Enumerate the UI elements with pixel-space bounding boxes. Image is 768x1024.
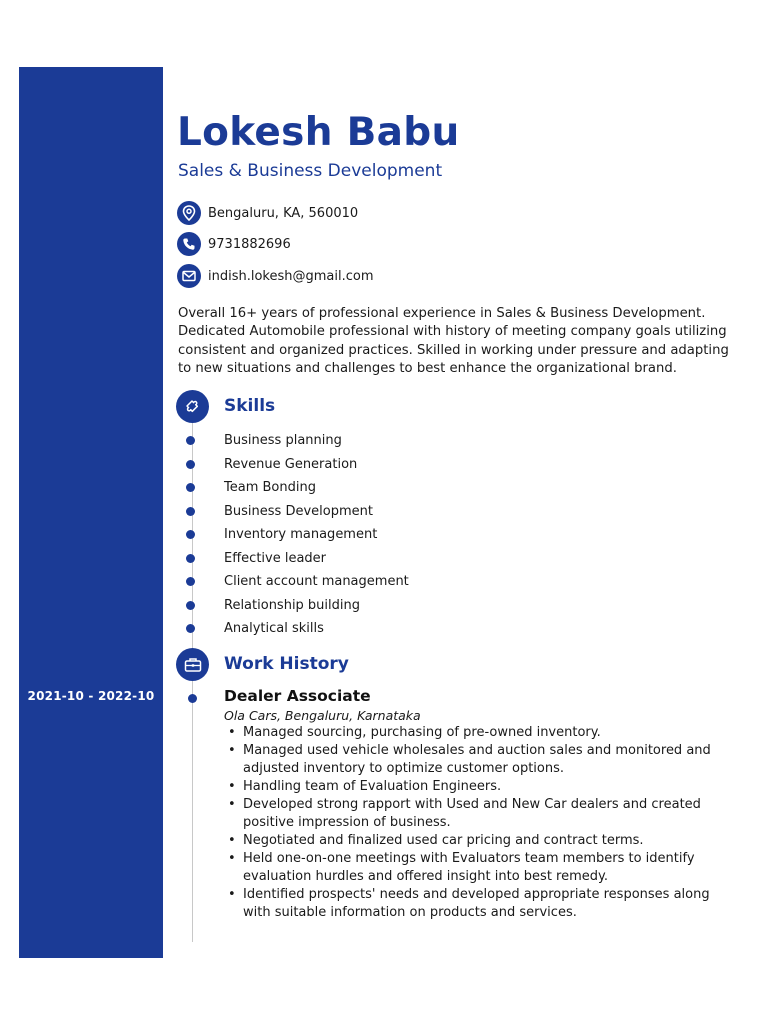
skill-item [186, 523, 409, 547]
email-text[interactable]: indish.lokesh@gmail.com [208, 268, 374, 284]
skills-heading: Skills [224, 396, 276, 416]
timeline-dot [186, 436, 195, 445]
timeline-dot [186, 483, 195, 492]
skill-label: Client account management [224, 574, 409, 590]
timeline-dot [186, 554, 195, 563]
phone-text[interactable]: 9731882696 [208, 236, 291, 252]
skill-item [186, 453, 409, 477]
timeline-dot [186, 530, 195, 539]
phone-icon [177, 232, 201, 256]
timeline-dot [186, 577, 195, 586]
skill-label: Business planning [224, 433, 342, 449]
skill-item [186, 429, 409, 453]
duty-item: • Managed sourcing, purchasing of pre-owned inventory. [228, 724, 728, 742]
skill-label: Relationship building [224, 597, 361, 613]
skill-item [186, 617, 409, 641]
briefcase-icon [176, 648, 209, 681]
job-date-range: 2021-10 - 2022-10 [27, 689, 155, 703]
timeline-dot [186, 624, 195, 633]
skill-item [186, 570, 409, 594]
job-title: Dealer Associate [224, 687, 371, 705]
candidate-headline: Sales & Business Development [178, 161, 443, 181]
sidebar [19, 67, 163, 958]
skill-label: Revenue Generation [224, 456, 358, 472]
timeline-dot [186, 460, 195, 469]
duty-item: • Negotiated and finalized used car pricing and contract terms. [228, 832, 728, 850]
skills-list [186, 429, 409, 641]
skill-label: Inventory management [224, 527, 378, 543]
skill-item [186, 547, 409, 571]
professional-summary: Overall 16+ years of professional experience in Sales & Business Development. Dedicated Automobile professional with history of meeting company goals utilizing consistent and organized practices. Skilled in working under pressure and adapting to new situations and challenges to best enhance the organizational brand. [178, 306, 729, 377]
timeline-dot [186, 507, 195, 516]
location-pin-icon [177, 201, 201, 225]
duty-item: • Held one-on-one meetings with Evaluators team members to identify evaluation hurdles and offered insight into best remedy. [228, 850, 728, 886]
envelope-icon [177, 264, 201, 288]
skill-label: Business Development [224, 503, 373, 519]
skill-item [186, 500, 409, 524]
contact-email [177, 264, 374, 288]
work-history-heading: Work History [224, 654, 349, 674]
duty-item: • Identified prospects' needs and developed appropriate responses along with suitable information on products and services. [228, 886, 728, 922]
contact-location [177, 201, 358, 225]
duty-item: • Developed strong rapport with Used and New Car dealers and created positive impression of business. [228, 796, 728, 832]
location-text: Bengaluru, KA, 560010 [208, 205, 359, 221]
skill-label: Effective leader [224, 550, 327, 566]
timeline-dot [188, 694, 197, 703]
timeline-dot [186, 601, 195, 610]
duty-item: • Handling team of Evaluation Engineers. [228, 778, 728, 796]
job-company: Ola Cars, Bengaluru, Karnataka [224, 708, 421, 723]
puzzle-icon [176, 390, 209, 423]
skill-item [186, 476, 409, 500]
skill-label: Analytical skills [224, 621, 324, 637]
duty-item: • Managed used vehicle wholesales and auction sales and monitored and adjusted inventory to optimize customer options. [228, 742, 728, 778]
candidate-name: Lokesh Babu [177, 110, 460, 155]
job-duties-list [228, 724, 728, 922]
skill-item [186, 594, 409, 618]
contact-phone [177, 232, 291, 256]
skill-label: Team Bonding [224, 480, 316, 496]
